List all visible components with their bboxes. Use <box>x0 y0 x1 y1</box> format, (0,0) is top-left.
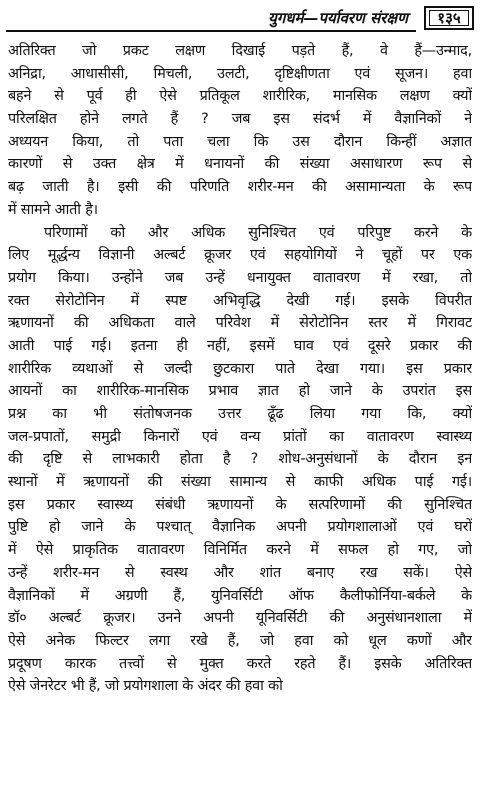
text-line: प्रदूषण कारक तत्त्वों से मुक्त करते रहते हैं। इसके अतिरिक्त <box>8 655 472 672</box>
text-line: बहने से पूर्व ही ऐसे प्रतिकूल शारीरिक, मानसिक लक्षण क्यों <box>8 88 472 105</box>
text-line: परिणामों को और अधिक सुनिश्चित एवं परिपुष्ट करने के <box>44 224 472 241</box>
text-line: ऐसे जेनरेटर भी हैं, जो प्रयोगशाला के अंदर की हवा को <box>8 678 283 695</box>
text-line: ऋणायनों की अधिकता वाले परिवेश में सेरोटोनिन स्तर में गिरावट <box>8 315 472 332</box>
text-line: की दृष्टि से लाभकारी होता है ? शोध-अनुसंधानों के दौरान इन <box>8 451 472 468</box>
body-text <box>8 40 472 698</box>
text-line: उन्हें शरीर-मन से स्वस्थ और शांत बनाए रख सकें। ऐसे <box>8 564 472 581</box>
paragraph <box>8 222 472 698</box>
paragraph <box>8 40 472 222</box>
text-line: बढ़ जाती है। इसी की परिणति शरीर-मन की असामान्यता के रूप <box>8 179 472 196</box>
text-line: आयनों का शारीरिक-मानसिक प्रभाव ज्ञात हो जाने के उपरांत इस <box>8 383 472 400</box>
text-line: वैज्ञानिकों में अग्रणी हैं, युनिवर्सिटी ऑफ कैलीफोर्निया-बर्कले के <box>8 587 472 604</box>
text-line: अनिद्रा, आधासीसी, मिचली, उलटी, दृष्टिक्षीणता एवं सूजन। हवा <box>8 65 472 82</box>
running-title: युगधर्म—पर्यावरण संरक्षण <box>268 9 408 27</box>
text-line: कारणों से उक्त क्षेत्र में धनायनों की संख्या असाधारण रूप से <box>8 156 472 173</box>
text-line: इस प्रकार स्वास्थ्य संबंधी ऋणायनों के सत्परिणामों की सुनिश्चित <box>8 496 472 513</box>
text-line: में ऐसे प्राकृतिक वातावरण विनिर्मित करने में सफल हो गए, जो <box>8 542 472 559</box>
text-line: शारीरिक व्यथाओं से जल्दी छुटकारा पाते देखा गया। इस प्रकार <box>8 360 472 377</box>
text-line: में सामने आती है। <box>8 201 98 218</box>
text-line: आती पाई गई। इतना ही नहीं, इसमें घाव एवं दूसरे प्रकार की <box>8 337 472 354</box>
page-number: १३५ <box>424 6 474 30</box>
text-line: लिए मूर्द्धन्य विज्ञानी अल्बर्ट क्रूजर एवं सहयोगियों ने चूहों पर एक <box>8 247 472 264</box>
header-rule <box>6 30 416 32</box>
page-header <box>6 6 474 32</box>
text-line: प्रश्न का भी संतोषजनक उत्तर ढूँढ लिया गया कि, क्यों <box>8 406 472 422</box>
text-line: परिलक्षित होने लगते हैं ? जब इस संदर्भ में वैज्ञानिकों ने <box>8 111 472 128</box>
text-line: डॉ० अल्बर्ट क्रूजर। उनने अपनी यूनिवर्सिटी की अनुसंधानशाला में <box>8 610 472 627</box>
text-line: अतिरिक्त जो प्रकट लक्षण दिखाई पड़ते हैं, वे हैं—उन्माद, <box>8 43 472 59</box>
text-line: पुष्टि हो जाने के पश्चात् वैज्ञानिक अपनी प्रयोगशालाओं एवं घरों <box>8 519 472 536</box>
text-line: रक्त सेरोटोनिन में स्पष्ट अभिवृद्धि देखी गई। इसके विपरीत <box>8 292 472 309</box>
text-line: जल-प्रपातों, समुद्री किनारों एवं वन्य प्रांतों का वातावरण स्वास्थ्य <box>8 428 472 445</box>
text-line: अध्ययन किया, तो पता चला कि उस दौरान किन्हीं अज्ञात <box>8 133 472 150</box>
text-line: प्रयोग किया। उन्होंने जब उन्हें धनायुक्त वातावरण में रखा, तो <box>8 269 472 286</box>
text-line: स्थानों में ऋणायनों की संख्या सामान्य से काफी अधिक पाई गई। <box>8 474 472 491</box>
text-line: ऐसे अनेक फिल्टर लगा रखे हैं, जो हवा को धूल कणों और <box>8 632 472 649</box>
